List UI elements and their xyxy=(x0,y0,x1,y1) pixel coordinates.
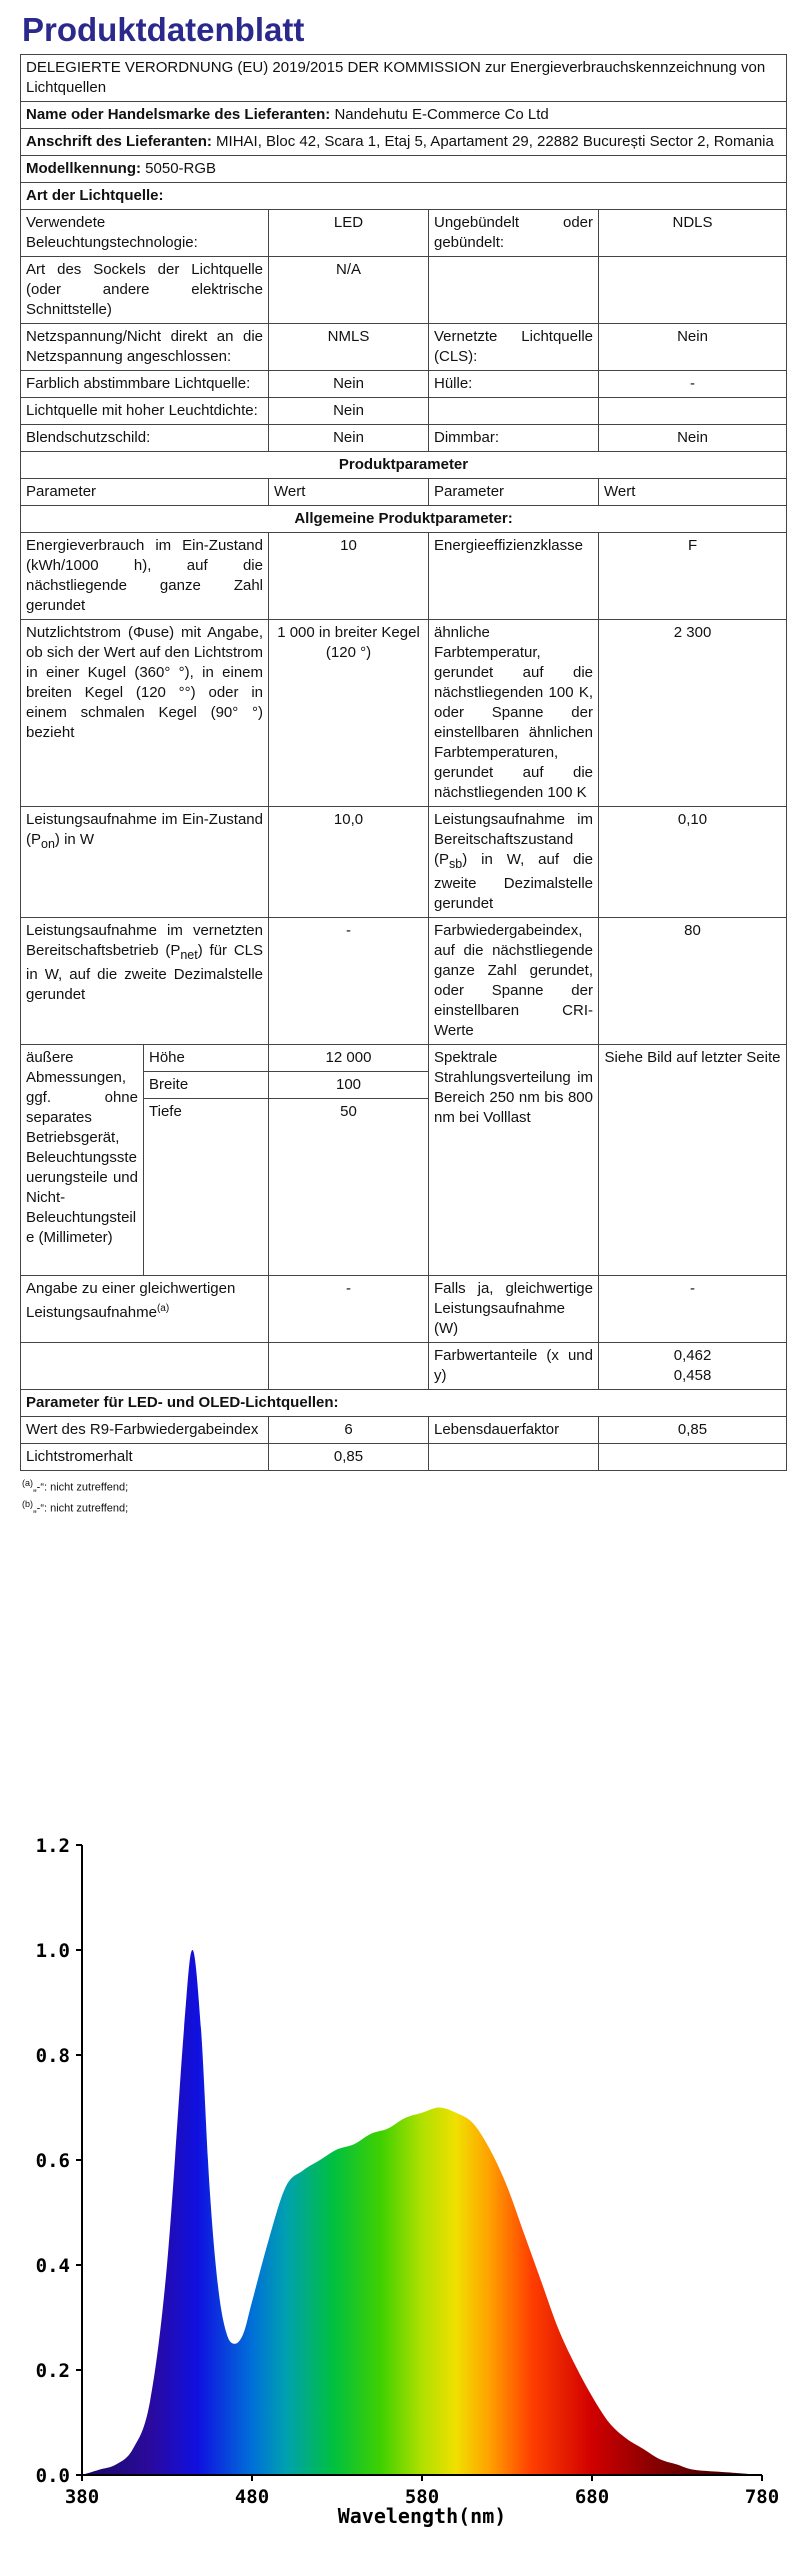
light-source-row xyxy=(21,371,787,398)
ls-value-2: NDLS xyxy=(599,210,787,257)
led-row-r9 xyxy=(21,1417,787,1444)
spd-value: Siehe Bild auf letzter Seite xyxy=(599,1045,787,1276)
supplier-name-row xyxy=(21,102,787,129)
light-source-row xyxy=(21,324,787,371)
ls-value-2 xyxy=(599,398,787,425)
x-axis-label: Wavelength(nm) xyxy=(337,2504,507,2528)
light-source-row xyxy=(21,425,787,452)
ls-label-1: Netzspannung/Nicht direkt an die Netzspannung angeschlossen: xyxy=(21,324,269,371)
equiv-value: - xyxy=(269,1276,429,1343)
col-value-2: Wert xyxy=(599,479,787,506)
eclass-value: F xyxy=(599,533,787,620)
light-source-row xyxy=(21,398,787,425)
ls-label-1: Verwendete Beleuchtungstechnologie: xyxy=(21,210,269,257)
y-tick-label: 0.4 xyxy=(35,2255,70,2277)
ls-label-1: Blendschutzschild: xyxy=(21,425,269,452)
ls-label-2: Vernetzte Lichtquelle (CLS): xyxy=(429,324,599,371)
column-header-row xyxy=(21,479,787,506)
supplier-name-label: Name oder Handelsmarke des Lieferanten: xyxy=(26,106,331,123)
footnotes xyxy=(20,1471,786,1516)
ls-value-1: N/A xyxy=(269,257,429,324)
general-params-section: Allgemeine Produktparameter: xyxy=(21,506,787,533)
general-section-row xyxy=(21,506,787,533)
page-title: Produktdatenblatt xyxy=(22,11,305,48)
y-tick-label: 0.0 xyxy=(35,2465,70,2487)
dims-label: äußere Abmessungen, ggf. ohne separates Betriebsgerät, Beleuchtungssteuerungsteile und Nicht-Beleuchtungsteile (Millimeter) xyxy=(21,1045,144,1276)
chroma-x: 0,462 xyxy=(673,1347,712,1364)
depth-value: 50 xyxy=(269,1099,429,1276)
y-tick-label: 0.6 xyxy=(35,2150,70,2172)
ls-label-2 xyxy=(429,257,599,324)
light-source-section: Art der Lichtquelle: xyxy=(21,183,787,210)
energy-value: 10 xyxy=(269,533,429,620)
life-value: 0,85 xyxy=(599,1417,787,1444)
psb-value: 0,10 xyxy=(599,807,787,918)
ls-value-2: Nein xyxy=(599,425,787,452)
model-label: Modellkennung: xyxy=(26,160,141,177)
ls-label-2: Hülle: xyxy=(429,371,599,398)
width-value: 100 xyxy=(269,1072,429,1099)
param-row-chromaticity xyxy=(21,1343,787,1390)
cct-label: ähnliche Farbtemperatur, gerundet auf die nächstliegenden 100 K, oder Spanne der einstellbaren ähnlichen Farbtemperaturen, gerundet auf die nächstliegenden 100 K xyxy=(429,620,599,807)
cri-value: 80 xyxy=(599,918,787,1045)
y-tick-label: 0.8 xyxy=(35,2045,70,2067)
param-row-equivalent xyxy=(21,1276,787,1343)
ls-value-1: Nein xyxy=(269,398,429,425)
supplier-address-row xyxy=(21,129,787,156)
x-tick-label: 680 xyxy=(574,2486,610,2508)
maint-label: Lichtstromerhalt xyxy=(21,1444,269,1471)
plot-area xyxy=(82,1950,762,2475)
y-tick-label: 0.2 xyxy=(35,2360,70,2382)
flux-value: 1 000 in breiter Kegel (120 °) xyxy=(269,620,429,807)
chroma-y: 0,458 xyxy=(673,1367,712,1384)
param-row-dimensions xyxy=(21,1045,787,1072)
ls-label-1: Farblich abstimmbare Lichtquelle: xyxy=(21,371,269,398)
data-table xyxy=(20,54,787,1471)
param-row-network xyxy=(21,918,787,1045)
ls-value-2 xyxy=(599,257,787,324)
regulation-row xyxy=(21,55,787,102)
depth-label: Tiefe xyxy=(144,1099,269,1276)
psb-label: Leistungsaufnahme im Bereitschaftszustand $(P_{sb})$ in W, auf die zweite Dezimalstelle gerundet xyxy=(429,807,599,918)
life-label: Lebensdauerfaktor xyxy=(429,1417,599,1444)
cct-value: 2 300 xyxy=(599,620,787,807)
pnet-value: - xyxy=(269,918,429,1045)
ls-label-2 xyxy=(429,398,599,425)
ls-label-1: Lichtquelle mit hoher Leuchtdichte: xyxy=(21,398,269,425)
equiv2-label: Falls ja, gleichwertige Leistungsaufnahme (W) xyxy=(429,1276,599,1343)
spectrum-area xyxy=(82,1950,762,2475)
product-params-header-row xyxy=(21,452,787,479)
chroma-label: Farbwertanteile (x und y) xyxy=(429,1343,599,1390)
r9-value: 6 xyxy=(269,1417,429,1444)
footnote-b: $^{(b)}$„-“: nicht zutreffend; xyxy=(22,1498,129,1515)
led-params-section: Parameter für LED- und OLED-Lichtquellen: xyxy=(21,1390,787,1417)
x-tick-label: 380 xyxy=(64,2486,100,2508)
footnote-a: $^{(a)}$„-“: nicht zutreffend; xyxy=(22,1478,129,1494)
ls-value-2: - xyxy=(599,371,787,398)
light-source-row xyxy=(21,257,787,324)
maint-value: 0,85 xyxy=(269,1444,429,1471)
height-label: Höhe xyxy=(144,1045,269,1072)
supplier-name-value: Nandehutu E-Commerce Co Ltd xyxy=(334,106,549,123)
cri-label: Farbwiedergabeindex, auf die nächstliegende ganze Zahl gerundet, oder Spanne der einstellbaren CRI-Werte xyxy=(429,918,599,1045)
flux-label: Nutzlichtstrom (Φuse) mit Angabe, ob sich der Wert auf den Lichtstrom in einer Kugel (360° °), in einem breiten Kegel (120 °°) oder in einem schmalen Kegel (90° °) bezieht xyxy=(21,620,269,807)
y-tick-label: 1.2 xyxy=(35,1835,70,1857)
ls-value-1: NMLS xyxy=(269,324,429,371)
product-data-sheet xyxy=(20,0,786,1516)
light-source-section-row xyxy=(21,183,787,210)
ls-label-2: Ungebündelt oder gebündelt: xyxy=(429,210,599,257)
led-row-maintenance xyxy=(21,1444,787,1471)
light-source-row xyxy=(21,210,787,257)
led-section-row xyxy=(21,1390,787,1417)
spectral-distribution-chart xyxy=(20,1835,784,2535)
equiv-label: Angabe zu einer gleichwertigen Leistungsaufnahme$^{(a)}$ xyxy=(21,1276,269,1343)
model-value: 5050-RGB xyxy=(145,160,217,177)
ls-label-1: Art des Sockels der Lichtquelle (oder andere elektrische Schnittstelle) xyxy=(21,257,269,324)
param-row-flux xyxy=(21,620,787,807)
ls-value-2: Nein xyxy=(599,324,787,371)
pnet-label: Leistungsaufnahme im vernetzten Bereitschaftsbetrieb $(P_{net})$ für CLS in W, auf die zweite Dezimalstelle gerundet xyxy=(21,918,269,1045)
col-value-1: Wert xyxy=(269,479,429,506)
ls-value-1: Nein xyxy=(269,425,429,452)
col-param-1: Parameter xyxy=(21,479,269,506)
param-row-power xyxy=(21,807,787,918)
model-row xyxy=(21,156,787,183)
x-tick-label: 580 xyxy=(404,2486,440,2508)
y-tick-label: 1.0 xyxy=(35,1940,70,1962)
chroma-value xyxy=(599,1343,787,1390)
height-value: 12 000 xyxy=(269,1045,429,1072)
equiv2-value: - xyxy=(599,1276,787,1343)
ls-value-1: Nein xyxy=(269,371,429,398)
eclass-label: Energieeffizienzklasse xyxy=(429,533,599,620)
x-tick-label: 480 xyxy=(234,2486,270,2508)
x-tick-label: 780 xyxy=(744,2486,780,2508)
supplier-address-label: Anschrift des Lieferanten: xyxy=(26,133,212,150)
spd-label: Spektrale Strahlungsverteilung im Bereich 250 nm bis 800 nm bei Volllast xyxy=(429,1045,599,1276)
ls-label-2: Dimmbar: xyxy=(429,425,599,452)
col-param-2: Parameter xyxy=(429,479,599,506)
pon-value: 10,0 xyxy=(269,807,429,918)
width-label: Breite xyxy=(144,1072,269,1099)
r9-label: Wert des R9-Farbwiedergabeindex xyxy=(21,1417,269,1444)
param-row-energy xyxy=(21,533,787,620)
pon-label: Leistungsaufnahme im Ein-Zustand $(P_{on})$ in W xyxy=(21,807,269,918)
supplier-address-value: MIHAI, Bloc 42, Scara 1, Etaj 5, Apartament 29, 22882 București Sector 2, Romania xyxy=(216,133,774,150)
energy-label: Energieverbrauch im Ein-Zustand (kWh/1000 h), auf die nächstliegende ganze Zahl gerundet xyxy=(21,533,269,620)
regulation-text: DELEGIERTE VERORDNUNG (EU) 2019/2015 DER KOMMISSION zur Energieverbrauchskennzeichnung von Lichtquellen xyxy=(21,55,787,102)
ls-value-1: LED xyxy=(269,210,429,257)
product-params-section: Produktparameter xyxy=(21,452,787,479)
